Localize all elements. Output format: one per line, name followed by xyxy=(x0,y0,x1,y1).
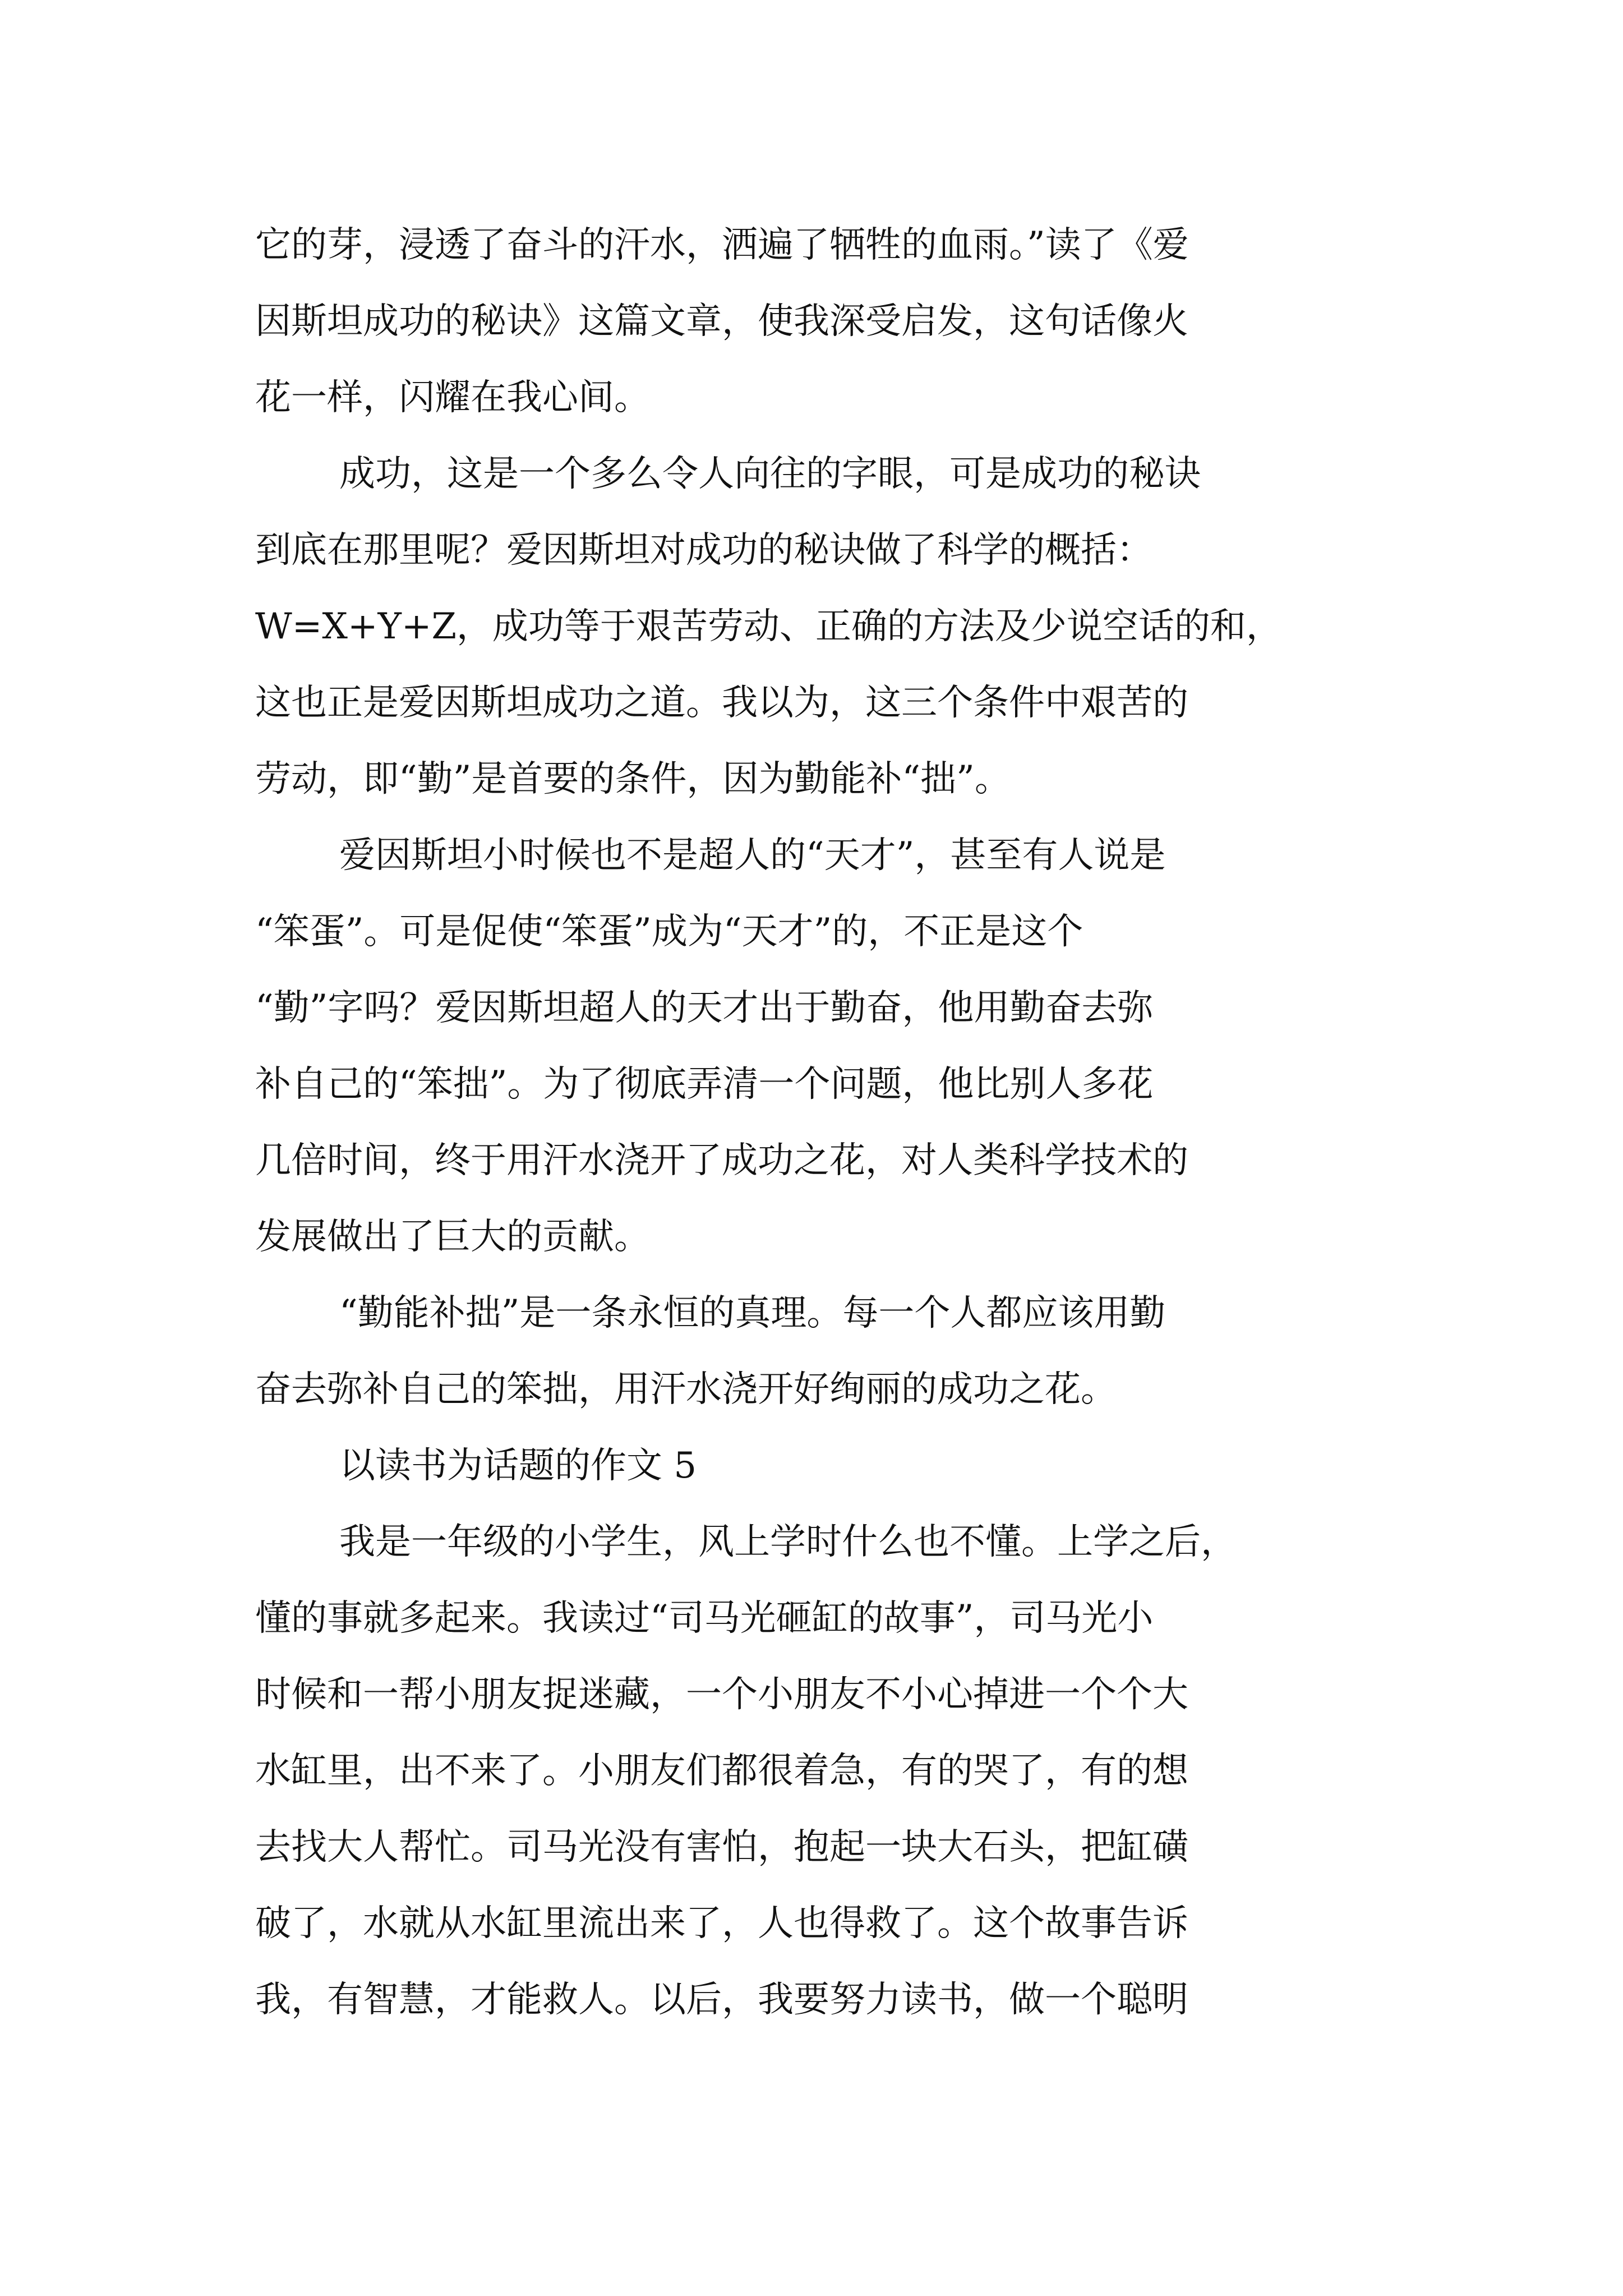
text-line: W=X+Y+Z，成功等于艰苦劳动、正确的方法及少说空话的和， xyxy=(255,606,1282,647)
paragraph-start-line: 爱因斯坦小时候也不是超人的“天才”，甚至有人说是 xyxy=(339,835,1166,876)
text-line: 发展做出了巨大的贡献。 xyxy=(255,1216,650,1258)
text-line: 去找大人帮忙。司马光没有害怕，抱起一块大石头，把缸磺 xyxy=(255,1826,1188,1868)
text-line: 花一样，闪耀在我心间。 xyxy=(255,377,650,418)
section-heading: 以读书为话题的作文 5 xyxy=(339,1445,697,1487)
text-line: 到底在那里呢？爱因斯坦对成功的秘诀做了科学的概括： xyxy=(255,530,1152,571)
text-line: “勤”字吗？爱因斯坦超人的天才出于勤奋，他用勤奋去弥 xyxy=(255,987,1154,1029)
text-line: 它的芽，浸透了奋斗的汗水，洒遍了牺牲的血雨。”读了《爱 xyxy=(255,224,1189,266)
text-line: 我，有智慧，才能救人。以后，我要努力读书，做一个聪明 xyxy=(255,1979,1188,2021)
text-line: “笨蛋”。可是促使“笨蛋”成为“天才”的，不正是这个 xyxy=(255,911,1083,953)
paragraph-start-line: 我是一年级的小学生，风上学时什么也不懂。上学之后， xyxy=(339,1521,1237,1563)
paragraph-start-line: “勤能补拙”是一条永恒的真理。每一个人都应该用勤 xyxy=(339,1292,1166,1334)
text-line: 水缸里，出不来了。小朋友们都很着急，有的哭了，有的想 xyxy=(255,1750,1188,1792)
text-line: 时候和一帮小朋友捉迷藏，一个小朋友不小心掉进一个个大 xyxy=(255,1674,1188,1715)
text-line: 几倍时间，终于用汗水浇开了成功之花，对人类科学技术的 xyxy=(255,1140,1188,1181)
paragraph-start-line: 成功，这是一个多么令人向往的字眼，可是成功的秘诀 xyxy=(339,453,1201,495)
text-line: 这也正是爱因斯坦成功之道。我以为，这三个条件中艰苦的 xyxy=(255,682,1188,724)
text-line: 因斯坦成功的秘诀》这篇文章，使我深受启发，这句话像火 xyxy=(255,301,1188,342)
text-line: 破了，水就从水缸里流出来了，人也得救了。这个故事告诉 xyxy=(255,1903,1188,1944)
text-line: 劳动，即“勤”是首要的条件，因为勤能补“拙”。 xyxy=(255,758,1011,800)
text-line: 补自己的“笨拙”。为了彻底弄清一个问题，他比别人多花 xyxy=(255,1064,1154,1105)
essay-body xyxy=(255,220,1388,2051)
text-line: 懂的事就多起来。我读过“司马光砸缸的故事”，司马光小 xyxy=(255,1598,1154,1639)
text-line: 奋去弥补自己的笨拙，用汗水浇开好绚丽的成功之花。 xyxy=(255,1369,1117,1410)
